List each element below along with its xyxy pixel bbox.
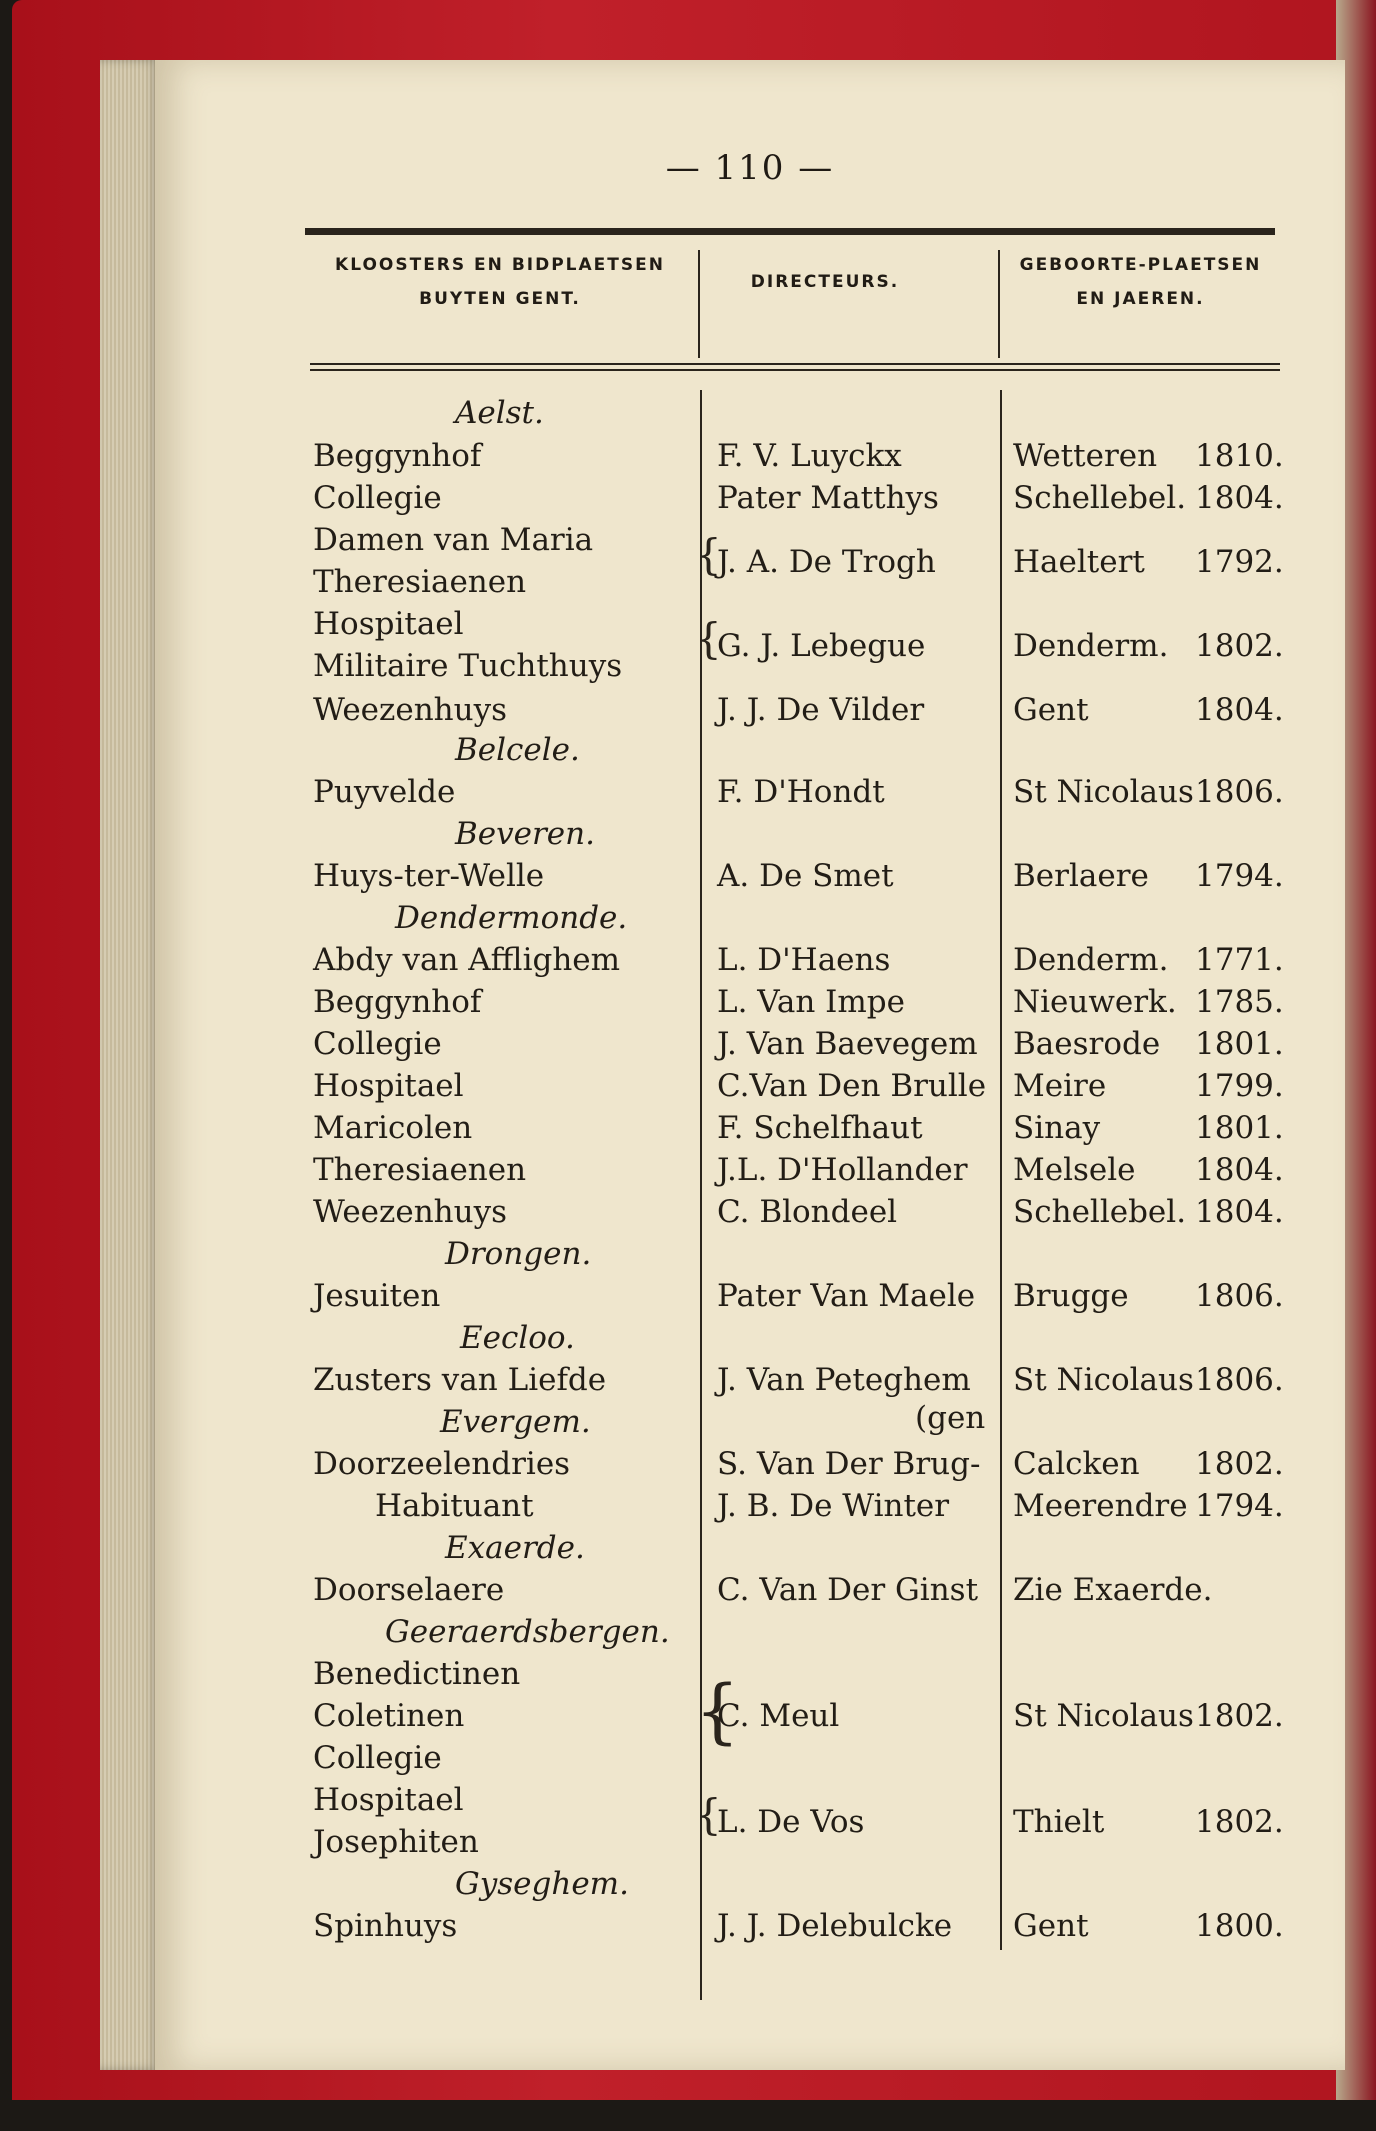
house-name: Huys-ter-Welle: [313, 858, 545, 894]
brace: {: [695, 530, 722, 579]
birth-place: St Nicolaus: [1013, 1698, 1194, 1734]
birth-place: Haeltert: [1013, 544, 1145, 580]
birth-place: Sinay: [1013, 1110, 1101, 1146]
house-name: Collegie: [313, 480, 442, 516]
birth-year: 1804.: [1195, 1152, 1284, 1188]
house-name: Maricolen: [313, 1110, 473, 1146]
birth-year: 1794.: [1195, 1488, 1284, 1524]
birth-year: 1806.: [1195, 1362, 1284, 1398]
birth-place: Schellebel.: [1013, 480, 1187, 516]
house-name: Beggynhof: [313, 984, 482, 1020]
birth-year: 1802.: [1195, 628, 1284, 664]
director-name: J. J. Delebulcke: [717, 1908, 953, 1944]
house-name: Benedictinen: [313, 1656, 521, 1692]
director-name: C. Van Der Ginst: [717, 1572, 979, 1608]
brace: {: [695, 1670, 740, 1752]
director-name: C.Van Den Brulle: [717, 1068, 987, 1104]
page-edges: [100, 60, 160, 2070]
house-name: Collegie: [313, 1026, 442, 1062]
house-name: Hospitael: [313, 1782, 464, 1818]
birth-place: Meerendre: [1013, 1488, 1188, 1524]
background: [0, 2100, 1376, 2131]
birth-place: Nieuwerk.: [1013, 984, 1177, 1020]
top-rule: [305, 228, 1275, 235]
birth-place: Baesrode: [1013, 1026, 1161, 1062]
house-name: Jesuiten: [313, 1278, 441, 1314]
birth-year: 1806.: [1195, 1278, 1284, 1314]
column-divider-2: [1000, 390, 1002, 1950]
place-heading: Eecloo.: [460, 1320, 575, 1356]
place-heading: Dendermonde.: [395, 900, 628, 936]
birth-year: 1802.: [1195, 1698, 1284, 1734]
page-number: — 110 —: [665, 148, 835, 188]
house-name: Militaire Tuchthuys: [313, 648, 623, 684]
house-name: Coletinen: [313, 1698, 465, 1734]
director-name: F. V. Luyckx: [717, 438, 902, 474]
brace: {: [695, 1790, 722, 1839]
birth-place: Calcken: [1013, 1446, 1140, 1482]
director-name: F. D'Hondt: [717, 774, 885, 810]
header-divider-2: [998, 250, 1000, 358]
place-heading: Drongen.: [445, 1236, 592, 1272]
header-col3-line2: EN JAEREN.: [1076, 289, 1205, 309]
house-name: Doorselaere: [313, 1572, 505, 1608]
book-page: [155, 60, 1345, 2070]
place-heading: Aelst.: [455, 395, 544, 431]
birth-place: Melsele: [1013, 1152, 1136, 1188]
place-heading: Gyseghem.: [455, 1866, 629, 1902]
birth-place: Brugge: [1013, 1278, 1129, 1314]
birth-year: 1799.: [1195, 1068, 1284, 1104]
birth-place: St Nicolaus: [1013, 774, 1194, 810]
house-name: Beggynhof: [313, 438, 482, 474]
place-heading: Beveren.: [455, 816, 595, 852]
birth-place: Gent: [1013, 1908, 1089, 1944]
house-name: Hospitael: [313, 606, 464, 642]
house-name: Hospitael: [313, 1068, 464, 1104]
birth-place: Berlaere: [1013, 858, 1149, 894]
birth-place: Wetteren: [1013, 438, 1158, 474]
place-heading: Exaerde.: [445, 1530, 585, 1566]
birth-place: Denderm.: [1013, 942, 1169, 978]
house-name: Doorzeelendries: [313, 1446, 571, 1482]
director-name: J. Van Baevegem: [717, 1026, 978, 1062]
director-name: S. Van Der Brug-: [717, 1446, 981, 1482]
house-name: Josephiten: [313, 1824, 479, 1860]
header-col1-line2: BUYTEN GENT.: [419, 289, 581, 309]
director-name: L. Van Impe: [717, 984, 905, 1020]
place-heading: Evergem.: [440, 1404, 591, 1440]
director-name: G. J. Lebegue: [717, 628, 926, 664]
birth-year: 1804.: [1195, 480, 1284, 516]
director-name: J.L. D'Hollander: [717, 1152, 968, 1188]
birth-place: Thielt: [1013, 1804, 1105, 1840]
header-rule: [310, 363, 1280, 371]
header-col2: DIRECTEURS.: [750, 272, 900, 292]
house-name: Collegie: [313, 1740, 442, 1776]
birth-year: 1802.: [1195, 1446, 1284, 1482]
birth-year: 1801.: [1195, 1110, 1284, 1146]
header-col1: [305, 248, 695, 316]
house-name: Spinhuys: [313, 1908, 458, 1944]
house-name: Habituant: [375, 1488, 534, 1524]
director-name: A. De Smet: [717, 858, 894, 894]
header-divider-1: [698, 250, 700, 358]
house-name: Zusters van Liefde: [313, 1362, 607, 1398]
birth-place: Schellebel.: [1013, 1194, 1187, 1230]
director-name: C. Blondeel: [717, 1194, 898, 1230]
house-name: Damen van Maria: [313, 522, 594, 558]
birth-year: 1785.: [1195, 984, 1284, 1020]
director-name: L. De Vos: [717, 1804, 865, 1840]
director-name: L. D'Haens: [717, 942, 891, 978]
header-col3-line1: GEBOORTE-PLAETSEN: [1019, 255, 1262, 275]
director-name: J. J. De Vilder: [717, 692, 925, 728]
place-heading: Geeraerdsbergen.: [385, 1614, 670, 1650]
header-col1-line1: KLOOSTERS EN BIDPLAETSEN: [335, 255, 665, 275]
birth-place: Gent: [1013, 692, 1089, 728]
director-name: J. B. De Winter: [717, 1488, 950, 1524]
birth-place: Zie Exaerde.: [1013, 1572, 1213, 1608]
house-name: Puyvelde: [313, 774, 456, 810]
birth-year: 1800.: [1195, 1908, 1284, 1944]
birth-year: 1801.: [1195, 1026, 1284, 1062]
birth-year: 1794.: [1195, 858, 1284, 894]
birth-place: St Nicolaus: [1013, 1362, 1194, 1398]
birth-place: Meire: [1013, 1068, 1107, 1104]
house-name: Theresiaenen: [313, 1152, 527, 1188]
header-col3: [1003, 248, 1278, 316]
house-name: Weezenhuys: [313, 1194, 508, 1230]
birth-year: 1802.: [1195, 1804, 1284, 1840]
birth-year: 1804.: [1195, 692, 1284, 728]
director-name: F. Schelfhaut: [717, 1110, 923, 1146]
house-name: Abdy van Afflighem: [313, 942, 621, 978]
birth-year: 1810.: [1195, 438, 1284, 474]
director-name: J. Van Peteghem: [717, 1362, 971, 1398]
birth-year: 1792.: [1195, 544, 1284, 580]
director-name: J. A. De Trogh: [717, 544, 936, 580]
director-name: Pater Matthys: [717, 480, 939, 516]
director-name-continued: (gen: [915, 1400, 986, 1436]
brace: {: [695, 614, 722, 663]
place-heading: Belcele.: [455, 732, 580, 768]
birth-place: Denderm.: [1013, 628, 1169, 664]
director-name: Pater Van Maele: [717, 1278, 976, 1314]
birth-year: 1771.: [1195, 942, 1284, 978]
director-name: C. Meul: [717, 1698, 840, 1734]
birth-year: 1804.: [1195, 1194, 1284, 1230]
house-name: Theresiaenen: [313, 564, 527, 600]
birth-year: 1806.: [1195, 774, 1284, 810]
house-name: Weezenhuys: [313, 692, 508, 728]
